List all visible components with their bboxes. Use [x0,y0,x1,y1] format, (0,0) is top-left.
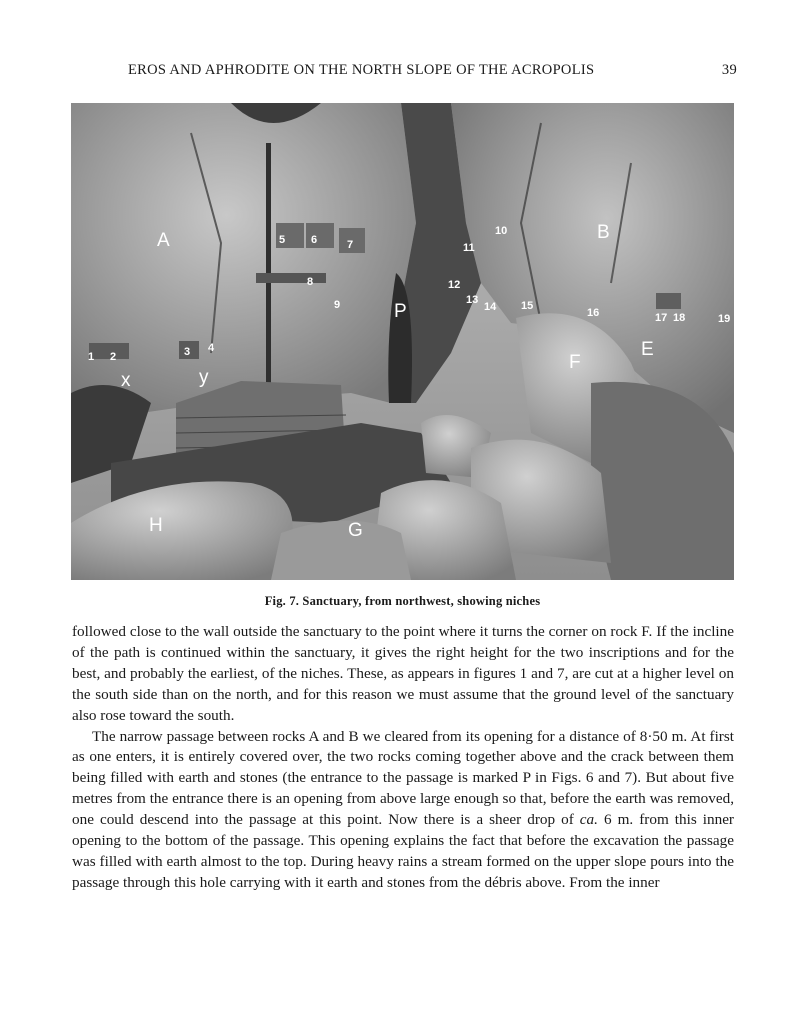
niche-label-14: 14 [484,301,497,313]
figure-photograph [71,103,734,580]
niche-label-15: 15 [521,300,534,312]
niche-label-5: 5 [279,234,286,246]
paragraph-2-part-2: 6 m. from this inner opening to the bottom of the passage. This opening explains the fact that before the excavation the passage was filled with earth almost to the top. During heavy rains a stream formed on the upper slope pours into the passage through this hole carrying with it earth and stones from the débris above. From the inner [72,811,734,891]
niche-label-19: 19 [718,313,731,325]
niche-label-6: 6 [311,234,318,246]
sanctuary-photo-illustration [71,103,734,580]
niche-label-11: 11 [463,242,475,254]
paragraph-1: followed close to the wall outside the sanctuary to the point where it turns the corner on rock F. If the incline of the path is continued within the sanctuary, it gives the right height for the two inscriptions and for the best, and probably the earliest, of the niches. These, as appears in figures 1 and 7, are cut at a higher level on the south side than on the north, and for this reason we must assume that the ground level of the sanctuary also rose toward the south. [72,623,734,724]
niche-label-8: 8 [307,276,314,288]
label-x: x [121,370,131,391]
label-P: P [394,301,407,322]
running-head [72,62,737,84]
running-title: EROS AND APHRODITE ON THE NORTH SLOPE OF THE ACROPOLIS [128,62,595,78]
niche-label-16: 16 [587,307,600,319]
niche-label-1: 1 [88,351,95,363]
niche-label-7: 7 [347,239,354,251]
page-number: 39 [721,62,737,78]
niche-label-17: 17 [655,312,668,324]
niche-label-2: 2 [110,351,117,363]
label-A: A [157,230,170,251]
figure-caption: Fig. 7. Sanctuary, from northwest, showing niches [264,594,541,608]
niche-label-3: 3 [184,346,191,358]
niche-label-12: 12 [448,279,461,291]
label-G: G [348,520,363,541]
paragraph-2-part-1: The narrow passage between rocks A and B we cleared from its opening for a distance of 8·50 m. At first as one enters, it is entirely covered over, the two rocks coming together above and the crack between them being filled with earth and stones (the entrance to the passage is marked P in Figs. 6 and 7). But about five metres from the entrance there is an opening from above large enough so that, before the earth was removed, one could descend into the passage at this point. Now there is a sheer drop of [72,727,734,829]
niche-label-4: 4 [208,342,215,354]
body-text [72,622,734,894]
niche-label-9: 9 [334,299,341,311]
paragraph-2-italic: ca. [579,811,598,829]
label-E: E [641,339,654,360]
label-y: y [199,367,209,388]
niche-label-13: 13 [466,294,479,306]
label-B: B [597,222,610,243]
label-H: H [149,515,163,536]
paragraph-2 [72,727,734,894]
label-F: F [569,352,581,373]
niche-label-10: 10 [495,225,508,237]
niche-label-18: 18 [673,312,686,324]
